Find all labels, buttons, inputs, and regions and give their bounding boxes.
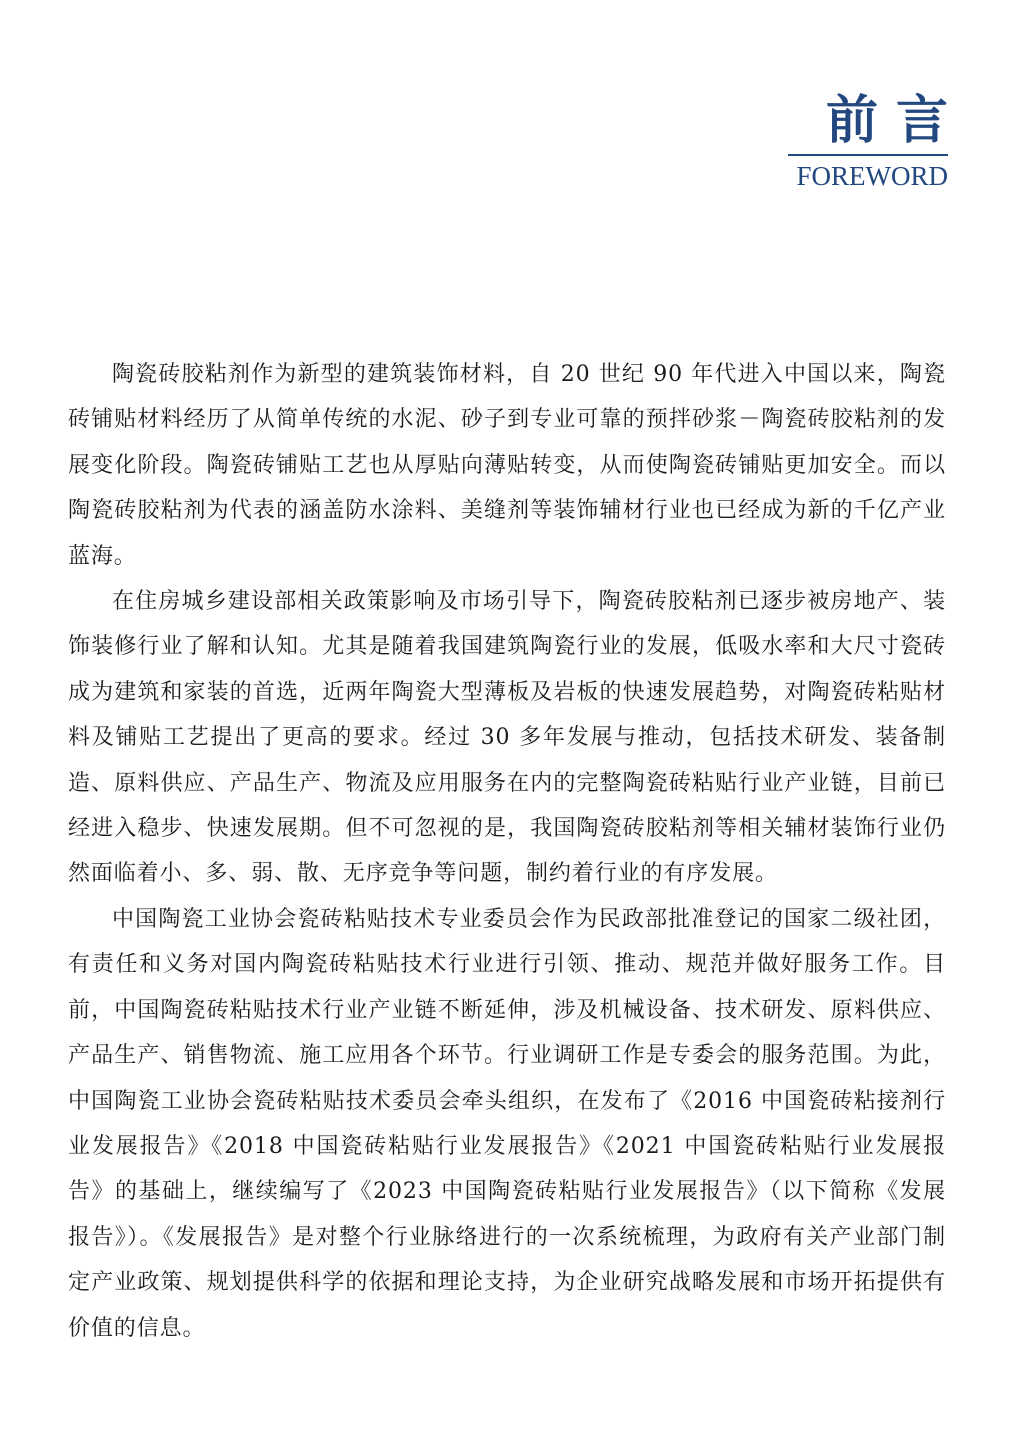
- paragraph-3: 中国陶瓷工业协会瓷砖粘贴技术专业委员会作为民政部批准登记的国家二级社团，有责任和义务对国内陶瓷砖粘贴技术行业进行引领、推动、规范并做好服务工作。目前，中国陶瓷砖粘贴技术行业产业链不断延伸，涉及机械设备、技术研发、原料供应、产品生产、销售物流、施工应用各个环节。行业调研工作是专委会的服务范围。为此，中国陶瓷工业协会瓷砖粘贴技术委员会牵头组织，在发布了《2016 中国瓷砖粘接剂行业发展报告》《2018 中国瓷砖粘贴行业发展报告》《2021 中国瓷砖粘贴行业发展报告》的基础上，继续编写了《2023 中国陶瓷砖粘贴行业发展报告》（以下简称《发展报告》）。《发展报告》是对整个行业脉络进行的一次系统梳理，为政府有关产业部门制定产业政策、规划提供科学的依据和理论支持，为企业研究战略发展和市场开拓提供有价值的信息。: [68, 906, 946, 1341]
- paragraph-2: 在住房城乡建设部相关政策影响及市场引导下，陶瓷砖胶粘剂已逐步被房地产、装饰装修行业了解和认知。尤其是随着我国建筑陶瓷行业的发展，低吸水率和大尺寸瓷砖成为建筑和家装的首选，近两年陶瓷大型薄板及岩板的快速发展趋势，对陶瓷砖粘贴材料及铺贴工艺提出了更高的要求。经过 30 多年发展与推动，包括技术研发、装备制造、原料供应、产品生产、物流及应用服务在内的完整陶瓷砖粘贴行业产业链，目前已经进入稳步、快速发展期。但不可忽视的是，我国陶瓷砖胶粘剂等相关辅材装饰行业仍然面临着小、多、弱、散、无序竞争等问题，制约着行业的有序发展。: [68, 589, 946, 887]
- page-title: 前言: [825, 90, 966, 151]
- page-subtitle: FOREWORD: [796, 161, 948, 191]
- title-divider: [788, 154, 948, 156]
- foreword-body: [68, 352, 946, 1351]
- paragraph-1: 陶瓷砖胶粘剂作为新型的建筑装饰材料，自 20 世纪 90 年代进入中国以来，陶瓷砖铺贴材料经历了从简单传统的水泥、砂子到专业可靠的预拌砂浆－陶瓷砖胶粘剂的发展变化阶段。陶瓷砖铺贴工艺也从厚贴向薄贴转变，从而使陶瓷砖铺贴更加安全。而以陶瓷砖胶粘剂为代表的涵盖防水涂料、美缝剂等装饰辅材行业也已经成为新的千亿产业蓝海。: [68, 362, 946, 569]
- foreword-heading: [788, 88, 966, 194]
